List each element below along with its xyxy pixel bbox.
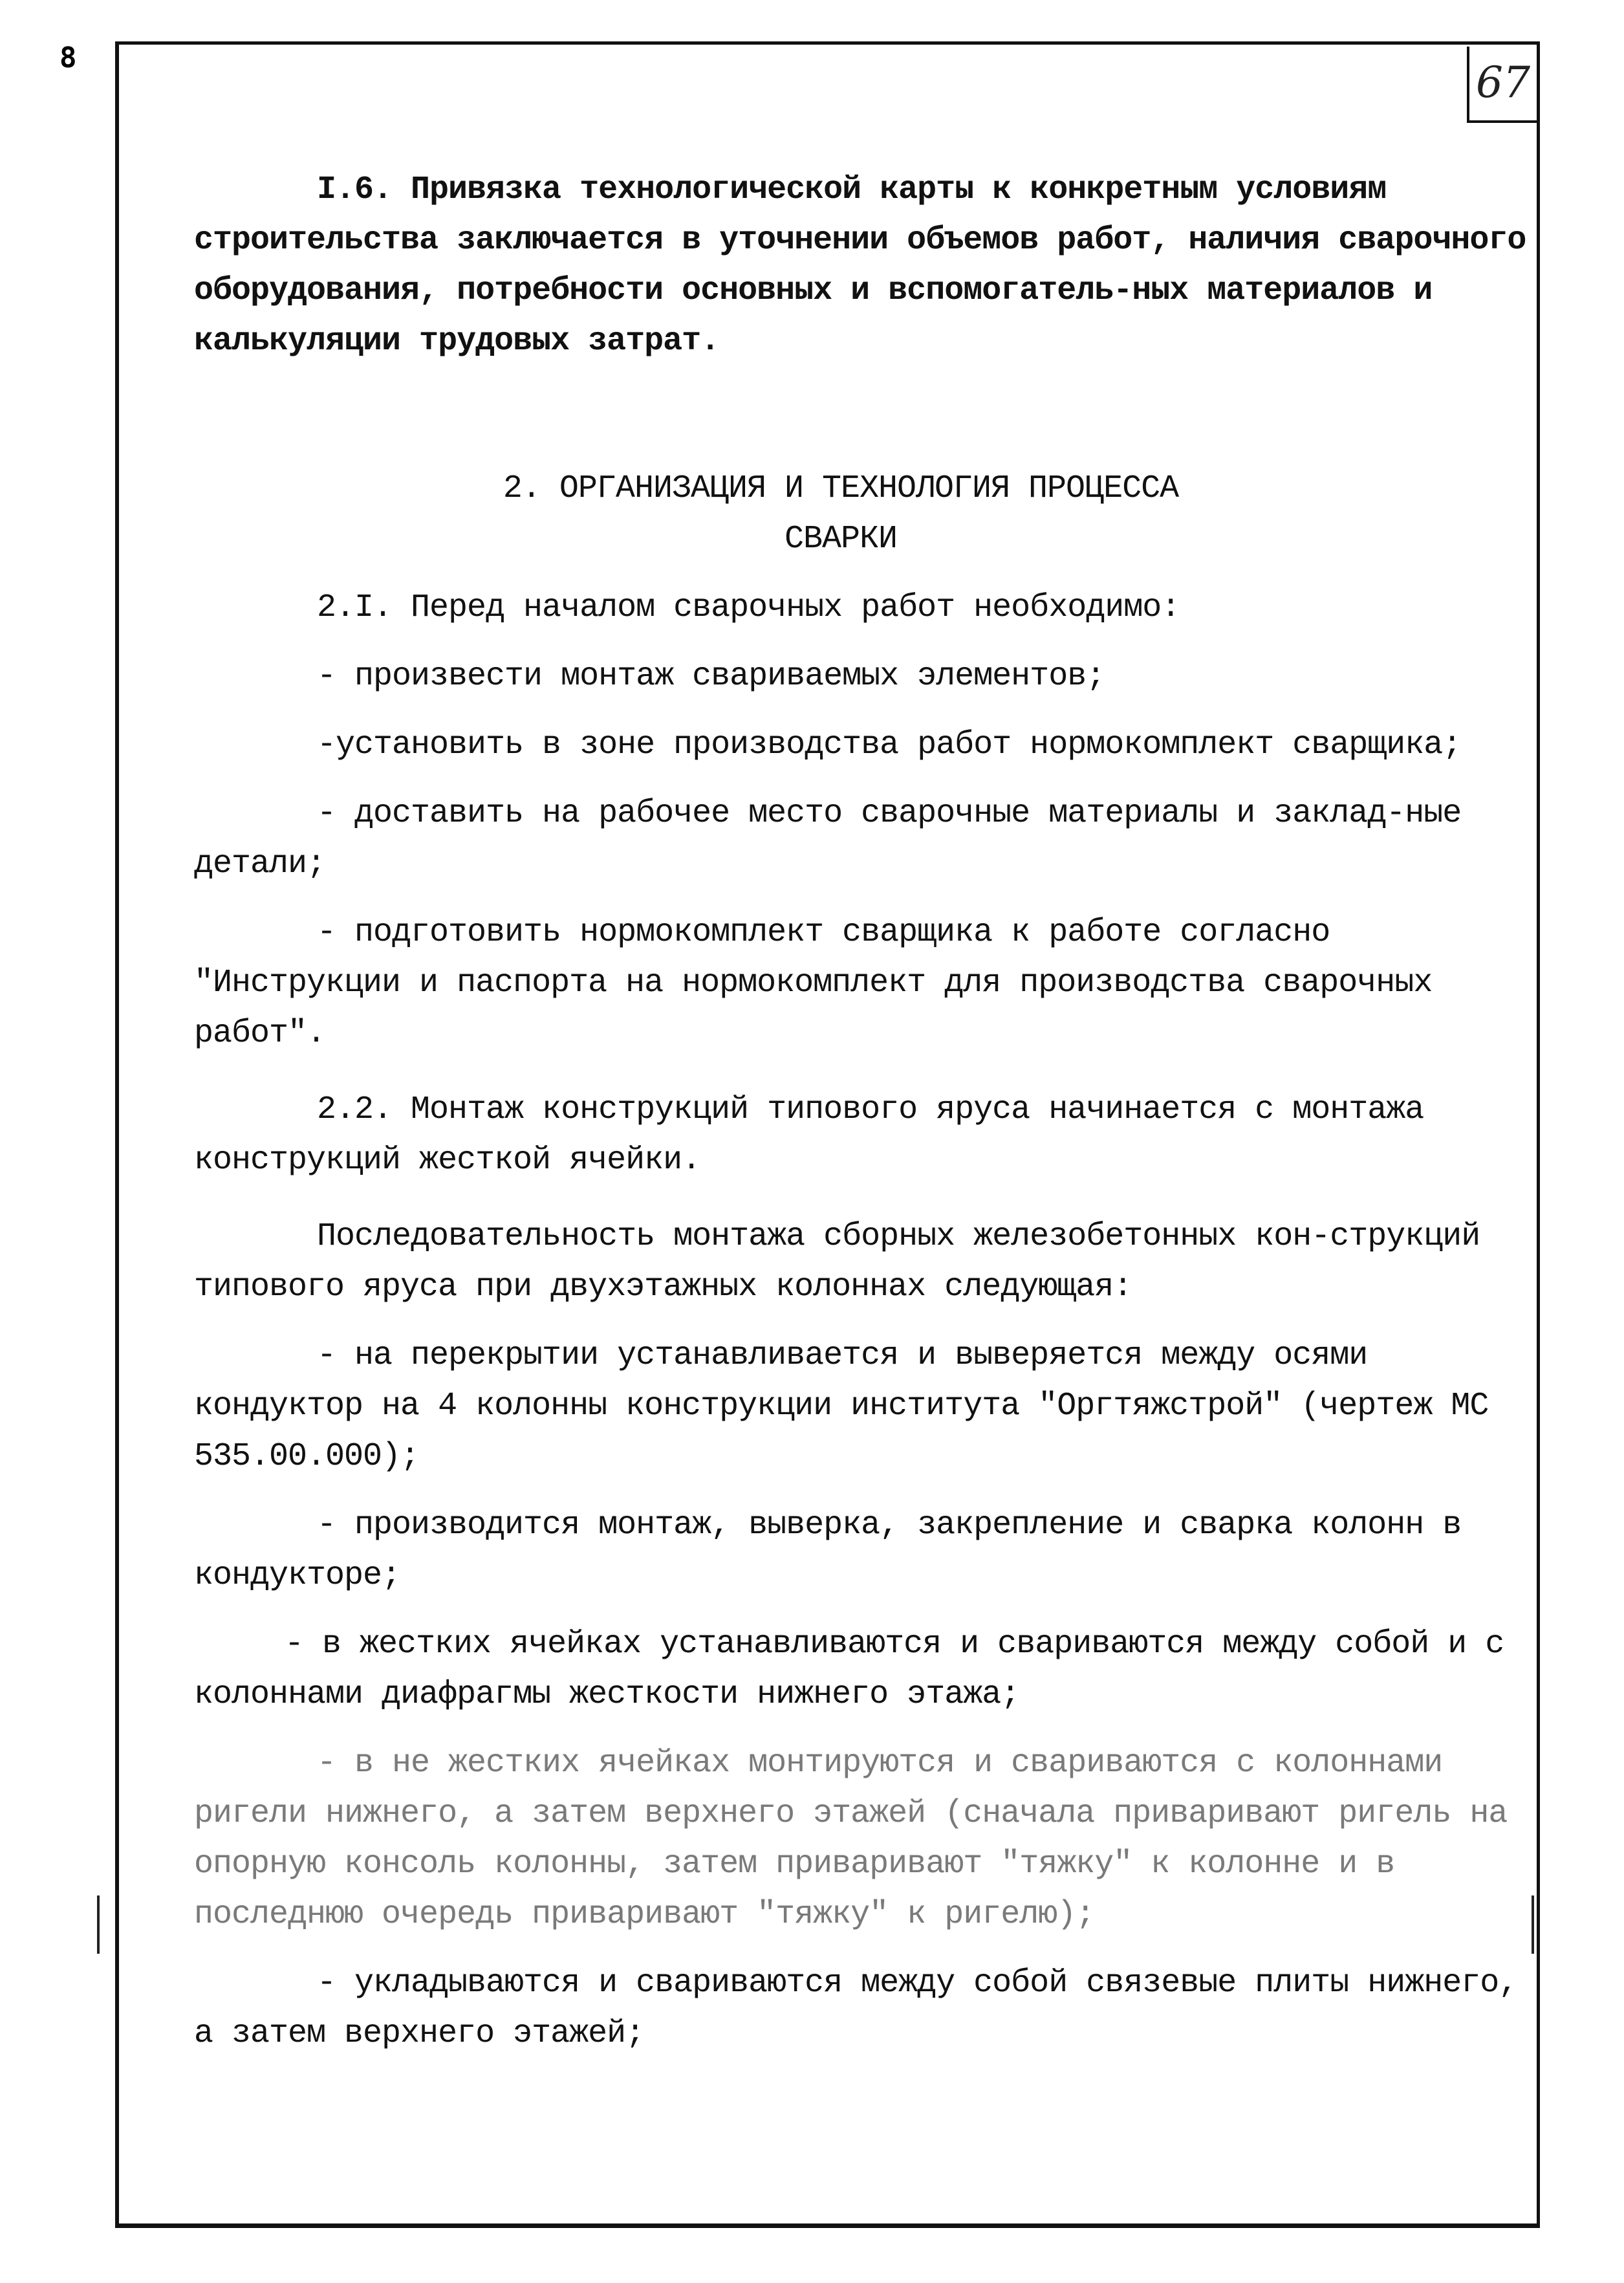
sequence-step-5: - укладываются и свариваются между собой связевые плиты нижнего, а затем верхнего этажей; xyxy=(194,1965,1518,2052)
sequence-step-3: - в жестких ячейках устанавливаются и свариваются между собой и с колоннами диафрагмы жесткости нижнего этажа; xyxy=(194,1626,1504,1713)
page-number: 8 xyxy=(60,41,77,74)
list-item-2: -установить в зоне производства работ нормокомплект сварщика; xyxy=(317,726,1462,763)
margin-mark-left xyxy=(97,1895,100,1954)
list-item-4: - подготовить нормокомплект сварщика к работе согласно "Инструкции и паспорта на нормокомплект для производства сварочных работ". xyxy=(194,914,1433,1052)
sheet-number: 67 xyxy=(1467,47,1537,123)
paragraph-1-6: I.6. Привязка технологической карты к конкретным условиям строительства заключается в уточнении объемов работ, наличия сварочного оборудования, потребности основных и вспомогатель-ных материалов и калькуляции трудовых затрат. xyxy=(194,171,1526,360)
list-item-3: - доставить на рабочее место сварочные материалы и заклад-ные детали; xyxy=(194,795,1462,882)
paragraph-2-1: 2.I. Перед началом сварочных работ необходимо: xyxy=(317,589,1180,626)
document-body xyxy=(194,165,1526,2059)
list-item-1: - произвести монтаж свариваемых элементов; xyxy=(317,658,1105,695)
sequence-step-4: - в не жестких ячейках монтируются и свариваются с колоннами ригели нижнего, а затем верхнего этажей (сначала приваривают ригель на опорную консоль колонны, затем приваривают "тяжку" к колонне и в последнюю очередь приваривают "тяжку" к ригелю); xyxy=(194,1745,1508,1933)
sequence-step-1: - на перекрытии устанавливается и выверяется между осями кондуктор на 4 колонны конструкции института "Оргтяжстрой" (чертеж МС 535.00.000); xyxy=(194,1337,1489,1475)
section-heading-line-2: СВАРКИ xyxy=(784,521,898,558)
section-heading-line-1: 2. ОРГАНИЗАЦИЯ И ТЕХНОЛОГИЯ ПРОЦЕССА xyxy=(503,470,1179,507)
sequence-intro: Последовательность монтажа сборных железобетонных кон-струкций типового яруса при двухэтажных колоннах следующая: xyxy=(194,1218,1480,1305)
paragraph-2-2: 2.2. Монтаж конструкций типового яруса начинается с монтажа конструкций жесткой ячейки. xyxy=(194,1091,1424,1179)
section-heading xyxy=(194,464,1526,565)
sequence-step-2: - производится монтаж, выверка, закрепление и сварка колонн в кондукторе; xyxy=(194,1507,1462,1594)
margin-mark-right xyxy=(1532,1895,1534,1954)
